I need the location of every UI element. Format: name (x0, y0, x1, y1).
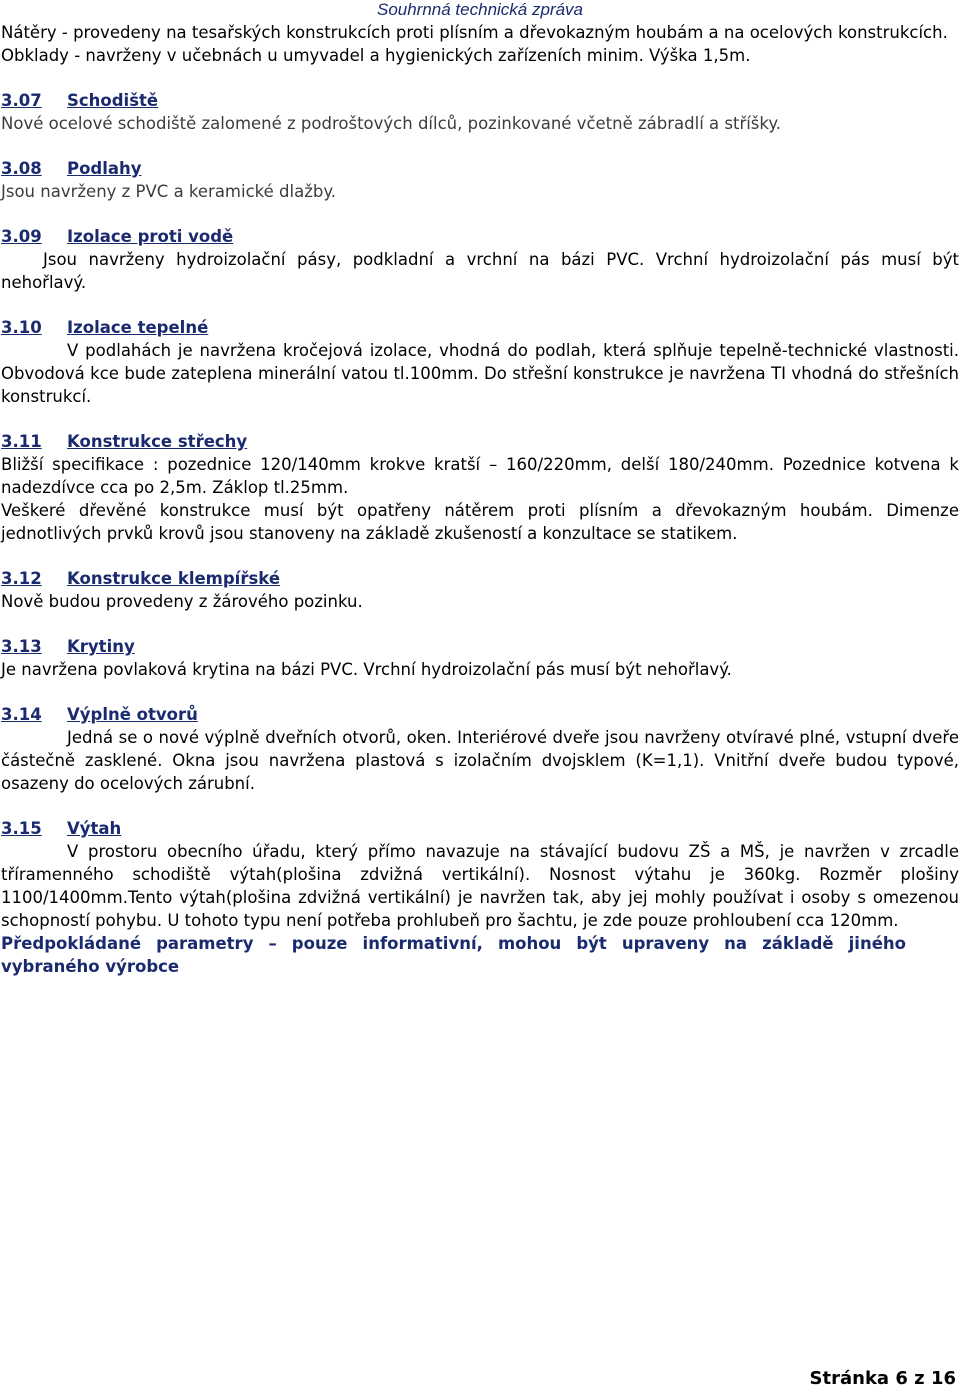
section-paragraph-text: Jedná se o nové výplně dveřních otvorů, oken. Interiérové dveře jsou navrženy otvíravé plné, vstupní dveře částečně zasklené. Okna jsou navržena plastová s izolačním dvojsklem (K=1,1). Vnitřní dveře budou typové, osazeny do ocelových zárubní. (1, 728, 959, 793)
section-number: 3.08 (1, 159, 42, 178)
section-vytah (1, 817, 959, 932)
section-heading (1, 635, 959, 658)
section-krytiny (1, 635, 959, 681)
section-paragraph: Veškeré dřevěné konstrukce musí být opatřeny nátěrem proti plísním a dřevokazným houbám. Dimenze jednotlivých prvků krovů jsou stanoveny na základě zkušeností a konzultace se statikem. (1, 501, 959, 543)
section-paragraph (1, 339, 959, 408)
section-heading (1, 703, 959, 726)
section-schodiste (1, 89, 959, 135)
intro-tiles-text: Obklady - navrženy v učebnách u umyvadel a hygienických zařízeních minim. Výška 1,5m. (1, 46, 751, 65)
section-konstrukce-strechy (1, 430, 959, 545)
section-number: 3.07 (1, 91, 42, 110)
section-number: 3.09 (1, 227, 42, 246)
section-paragraph (1, 726, 959, 795)
section-podlahy (1, 157, 959, 203)
section-paragraph: Nové ocelové schodiště zalomené z podroštových dílců, pozinkované včetně zábradlí a stříšky. (1, 114, 782, 133)
section-title: Izolace proti vodě (67, 227, 234, 246)
intro-paint-text: Nátěry - provedeny na tesařských konstrukcích proti plísním a dřevokazným houbám a na ocelových konstrukcích. (1, 23, 948, 42)
section-paragraph: Bližší specifikace : pozednice 120/140mm krokve kratší – 160/220mm, delší 180/240mm. Pozednice kotvena k nadezdívce cca po 2,5m. Záklop tl.25mm. (1, 455, 959, 497)
intro-block (1, 21, 959, 67)
section-title: Izolace tepelné (67, 318, 209, 337)
section-title: Výtah (67, 819, 122, 838)
section-izolace-tepelne (1, 316, 959, 408)
section-title: Konstrukce klempířské (67, 569, 281, 588)
section-vyplne-otvoru (1, 703, 959, 795)
section-title: Výplně otvorů (67, 705, 198, 724)
section-paragraph (1, 248, 959, 294)
section-number: 3.12 (1, 569, 42, 588)
section-paragraph: Je navržena povlaková krytina na bázi PVC. Vrchní hydroizolační pás musí být nehořlavý. (1, 660, 732, 679)
section-paragraph: Nově budou provedeny z žárového pozinku. (1, 592, 363, 611)
section-title: Schodiště (67, 91, 159, 110)
section-izolace-voda (1, 225, 959, 294)
final-note: Předpokládané parametry – pouze informativní, mohou být upraveny na základě jiného vybraného výrobce (1, 934, 906, 976)
section-heading (1, 316, 959, 339)
page-number-total: 16 (930, 1368, 956, 1389)
page-number-of: z (914, 1368, 925, 1389)
page-number (810, 1368, 956, 1389)
section-paragraph: Jsou navrženy z PVC a keramické dlažby. (1, 182, 336, 201)
section-heading (1, 430, 959, 453)
section-number: 3.14 (1, 705, 42, 724)
section-paragraph-text: V podlahách je navržena kročejová izolace, vhodná do podlah, která splňuje tepelně-technické vlastnosti. Obvodová kce bude zateplena minerální vatou tl.100mm. Do střešní konstrukce je navržena TI vhodná do střešních konstrukcí. (1, 341, 959, 406)
document-body (1, 21, 959, 978)
section-paragraph-text: V prostoru obecního úřadu, který přímo navazuje na stávající budovu ZŠ a MŠ, je navržen v zrcadle tříramenného schodiště výtah(plošina zdvižná vertikální). Nosnost výtahu je 360kg. Rozměr plošiny 1100/1400mm.Tento výtah(plošina zdvižná vertikální) je navržen tak, aby jej mohly používat i osoby s omezenou schopností pohybu. U tohoto typu není potřeba prohlubeň pro šachtu, je zde pouze prohloubení cca 120mm. (1, 842, 959, 930)
section-heading (1, 89, 959, 112)
section-number: 3.10 (1, 318, 42, 337)
section-klempirske (1, 567, 959, 613)
section-paragraph (1, 840, 959, 932)
section-paragraph-text: Jsou navrženy hydroizolační pásy, podkladní a vrchní na bázi PVC. Vrchní hydroizolační pás musí být nehořlavý. (1, 250, 959, 292)
section-title: Konstrukce střechy (67, 432, 248, 451)
page-header: Souhrnná technická zpráva (376, 0, 584, 19)
section-title: Krytiny (67, 637, 135, 656)
section-heading (1, 225, 959, 248)
section-title: Podlahy (67, 159, 142, 178)
page-number-label: Stránka (809, 1368, 890, 1389)
section-number: 3.11 (1, 432, 42, 451)
section-heading (1, 567, 959, 590)
section-heading (1, 817, 959, 840)
section-heading (1, 157, 959, 180)
section-number: 3.13 (1, 637, 42, 656)
page-number-current: 6 (895, 1368, 908, 1389)
section-number: 3.15 (1, 819, 42, 838)
